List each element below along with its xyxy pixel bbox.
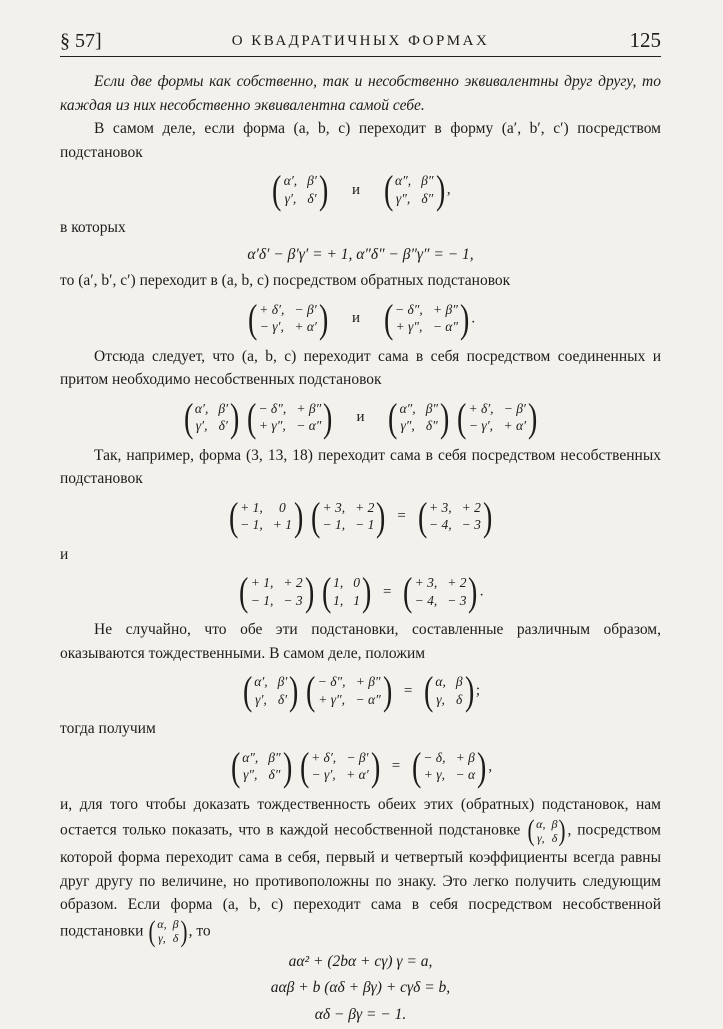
substitution-matrix: ( α′, β′ γ′, δ′ ) <box>272 167 329 212</box>
chapter-title: О КВАДРАТИЧНЫХ ФОРМАХ <box>231 33 490 49</box>
substitution-matrix: ( + 3, + 2 − 4, − 3 ) <box>403 569 478 614</box>
substitution-matrix: ( + 1, 0 − 1, + 1 ) <box>228 493 304 539</box>
final-equation-3: αδ − βγ = − 1. <box>314 1005 407 1023</box>
substitution-matrix: ( α′, β′ γ′, δ′ ) <box>242 668 299 713</box>
text-in-which: в которых <box>60 219 126 236</box>
substitution-matrix: ( α″, β″ γ″, δ″ ) <box>230 743 292 789</box>
substitution-matrix: ( − δ″, + β″ + γ″, − α″ ) <box>383 295 470 341</box>
page-body <box>60 70 661 1029</box>
substitution-matrix: ( + δ′, − β′ − γ′, + α′ ) <box>457 394 538 440</box>
final-equation-2: aαβ + b (αδ + βγ) + cγδ = b, <box>270 979 451 996</box>
page-number: 125 <box>629 28 661 52</box>
substitution-matrix: ( α′, β′ γ′, δ′ ) <box>183 394 240 440</box>
substitution-matrix: ( − δ″, + β″ + γ″, − α″ ) <box>247 394 333 440</box>
section-number: § 57] <box>60 30 102 52</box>
determinant-equations: α′δ′ − β′γ′ = + 1, α″δ″ − β″γ″ = − 1, <box>247 245 474 263</box>
substitution-matrix: ( α, β γ, δ ) <box>424 668 474 713</box>
substitution-matrix: ( + δ′, − β′ − γ′, + α′ ) <box>299 743 381 789</box>
substitution-matrix: ( + 3, + 2 − 1, − 1 ) <box>311 493 386 539</box>
substitution-matrix: ( + 1, + 2 − 1, − 3 ) <box>239 569 315 614</box>
substitution-matrix: ( α″, β″ γ″, δ″ ) <box>383 167 445 212</box>
substitution-pair-1: ( α′, β′ γ′, δ′ ) и ( α″, β″ γ″, δ″ ) , <box>272 167 451 212</box>
substitution-matrix: ( α, β γ, δ ) <box>148 914 188 948</box>
example-equation-1: ( + 1, 0 − 1, + 1 ) ( + 3, + 2 − 1, − 1 ) = ( + 3, + 2 − 4, − 3 ) <box>228 493 493 539</box>
substitution-matrix: ( − δ, + β + γ, − α ) <box>411 743 487 789</box>
substitution-matrix: ( α, β γ, δ ) <box>527 814 566 847</box>
theorem-statement: Если две формы как собственно, так и несобственно эквивалентны друг другу, то каждая из них несобственно эквивалентна самой себе. <box>60 73 661 114</box>
example-equation-2: ( + 1, + 2 − 1, − 3 ) ( 1, 0 1, 1 ) = ( + 3, + 2 − 4, − 3 ) . <box>239 569 484 614</box>
paragraph-3: Отсюда следует, что (a, b, c) переходит сама в себя посредством соединенных и притом необходимо несобственных подстановок <box>60 347 661 388</box>
paragraph-6: и, для того чтобы доказать тождественность обеих этих (обратных) подстановок, нам остается только показать, что в каждой несобственной подстановке ( α, β γ, δ ) , посредством которой форма переходит сама в себя, первый и четвертый коэффициенты всегда равны друг другу по величине, но противоположны по знаку. Это легко получить следующим образом. Если форма (a, b, c) переходит сама в себя посредством несобственной подстановки ( α, β γ, δ ) , то <box>60 795 661 948</box>
substitution-pair-2: ( + δ′, − β′ − γ′, + α′ ) и ( − δ″, + β″ + γ″, − α″ ) . <box>247 295 476 341</box>
substitution-matrix: ( 1, 0 1, 1 ) <box>321 569 372 614</box>
definition-equation: ( α′, β′ γ′, δ′ ) ( − δ″, + β″ + γ″, − α″ ) = ( α, β γ, δ ) ; <box>242 668 481 713</box>
substitution-matrix: ( α″, β″ γ″, δ″ ) <box>388 394 450 440</box>
substitution-pair-3: ( α′, β′ γ′, δ′ ) ( − δ″, + β″ + γ″, − α″ ) и ( α″, β″ γ″, δ″ ) ( + δ′, − β′ − γ′, + α′ ) <box>183 394 538 440</box>
paragraph-2: то (a′, b′, c′) переходит в (a, b, c) посредством обратных подстановок <box>60 272 511 289</box>
substitution-matrix: ( + δ′, − β′ − γ′, + α′ ) <box>247 295 329 341</box>
final-equation-1: aα² + (2bα + cγ) γ = a, <box>288 952 433 970</box>
text-then-get: тогда получим <box>60 720 156 737</box>
running-header <box>60 26 661 57</box>
paragraph-1: В самом деле, если форма (a, b, c) переходит в форму (a′, b′, c′) посредством подстановок <box>60 120 661 161</box>
substitution-matrix: ( − δ″, + β″ + γ″, − α″ ) <box>306 668 393 713</box>
result-equation: ( α″, β″ γ″, δ″ ) ( + δ′, − β′ − γ′, + α′ ) = ( − δ, + β + γ, − α ) , <box>230 743 493 789</box>
paragraph-5: Не случайно, что обе эти подстановки, составленные различным образом, оказываются тождественными. В самом деле, положим <box>60 621 661 662</box>
text-and: и <box>60 545 69 563</box>
substitution-matrix: ( + 3, + 2 − 4, − 3 ) <box>417 493 493 539</box>
paragraph-4: Так, например, форма (3, 13, 18) переходит сама в себя посредством несобственных подстановок <box>60 446 661 487</box>
